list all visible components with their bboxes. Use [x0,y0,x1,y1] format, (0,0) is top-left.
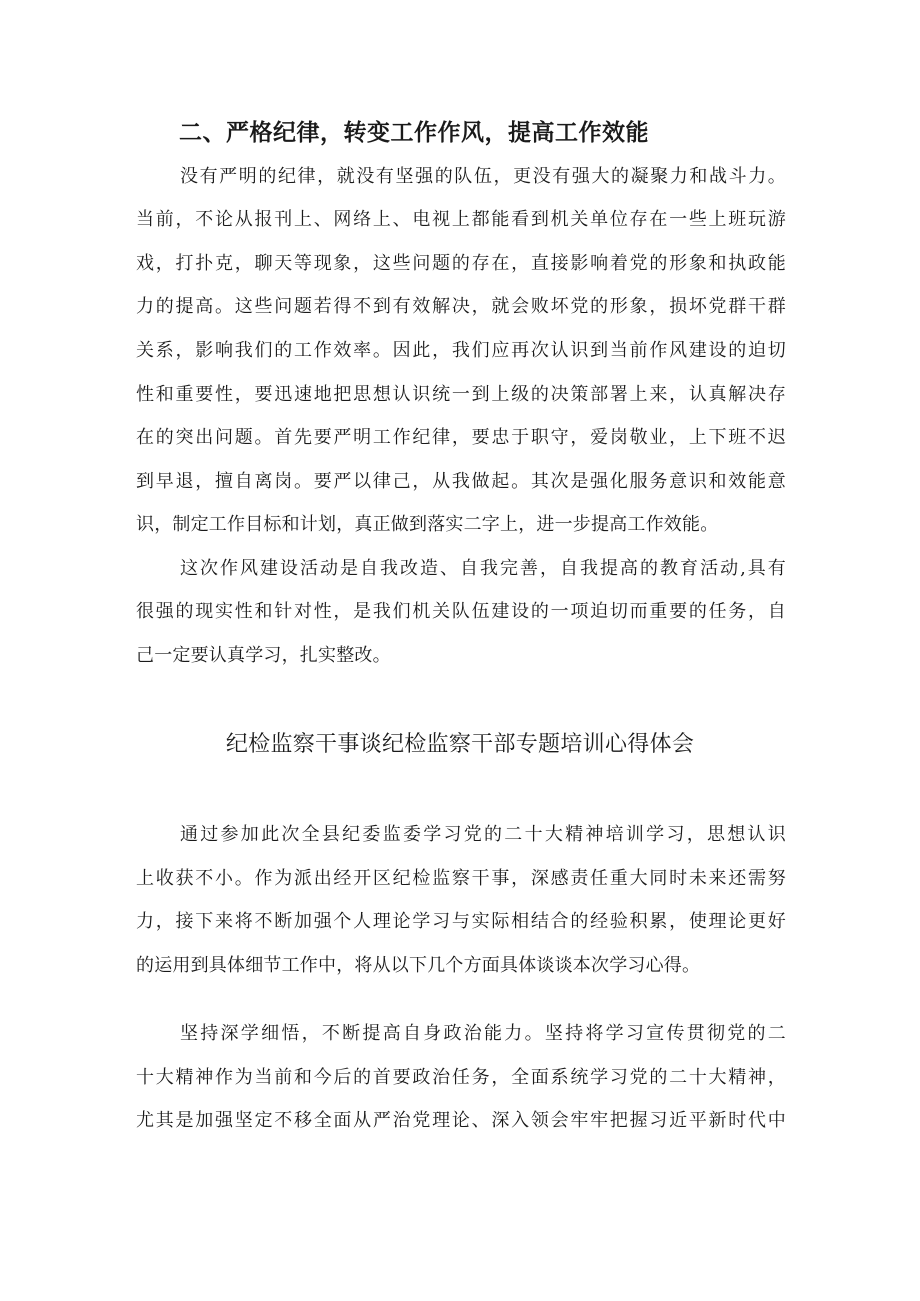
paragraph-line: 十大精神作为当前和今后的首要政治任务，全面系统学习党的二十大精神， [136,1067,786,1088]
paragraph-line: 很强的现实性和针对性，是我们机关队伍建设的一项迫切而重要的任务，自 [136,601,786,622]
paragraph-line: 性和重要性，要迅速地把思想认识统一到上级的决策部署上来，认真解决存 [136,384,786,405]
paragraph-line: 坚持深学细悟，不断提高自身政治能力。坚持将学习宣传贯彻党的二 [180,1023,786,1044]
paragraph-line: 在的突出问题。首先要严明工作纪律，要忠于职守，爱岗敬业，上下班不迟 [136,427,786,448]
paragraph-line: 力，接下来将不断加强个人理论学习与实际相结合的经验积累，使理论更好 [136,911,786,932]
paragraph-line: 上收获不小。作为派出经开区纪检监察干事，深感责任重大同时未来还需努 [136,868,786,889]
paragraph-line: 当前，不论从报刊上、网络上、电视上都能看到机关单位存在一些上班玩游 [136,209,786,230]
paragraph-line: 识，制定工作目标和计划，真正做到落实二字上，进一步提高工作效能。 [136,514,719,535]
paragraph-line: 的运用到具体细节工作中，将从以下几个方面具体谈谈本次学习心得。 [136,955,701,976]
paragraph-line: 没有严明的纪律，就没有坚强的队伍，更没有强大的凝聚力和战斗力。 [180,166,786,187]
paragraph-line: 己一定要认真学习，扎实整改。 [136,645,391,666]
paragraph-line: 力的提高。这些问题若得不到有效解决，就会败坏党的形象，损坏党群干群 [136,296,786,317]
paragraph-line: 尤其是加强坚定不移全面从严治党理论、深入领会牢牢把握习近平新时代中 [136,1110,786,1131]
paragraph-line: 到早退，擅自离岗。要严以律己，从我做起。其次是强化服务意识和效能意 [136,471,786,492]
paragraph-line: 关系，影响我们的工作效率。因此，我们应再次认识到当前作风建设的迫切 [136,340,786,361]
paragraph-line: 通过参加此次全县纪委监委学习党的二十大精神培训学习，思想认识 [180,824,786,845]
section-heading: 二、严格纪律，转变工作作风，提高工作效能 [179,120,649,146]
article-title: 纪检监察干事谈纪检监察干部专题培训心得体会 [225,732,695,757]
paragraph-line: 这次作风建设活动是自我改造、自我完善，自我提高的教育活动,具有 [180,558,786,579]
paragraph-line: 戏，打扑克，聊天等现象，这些问题的存在，直接影响着党的形象和执政能 [136,253,786,274]
